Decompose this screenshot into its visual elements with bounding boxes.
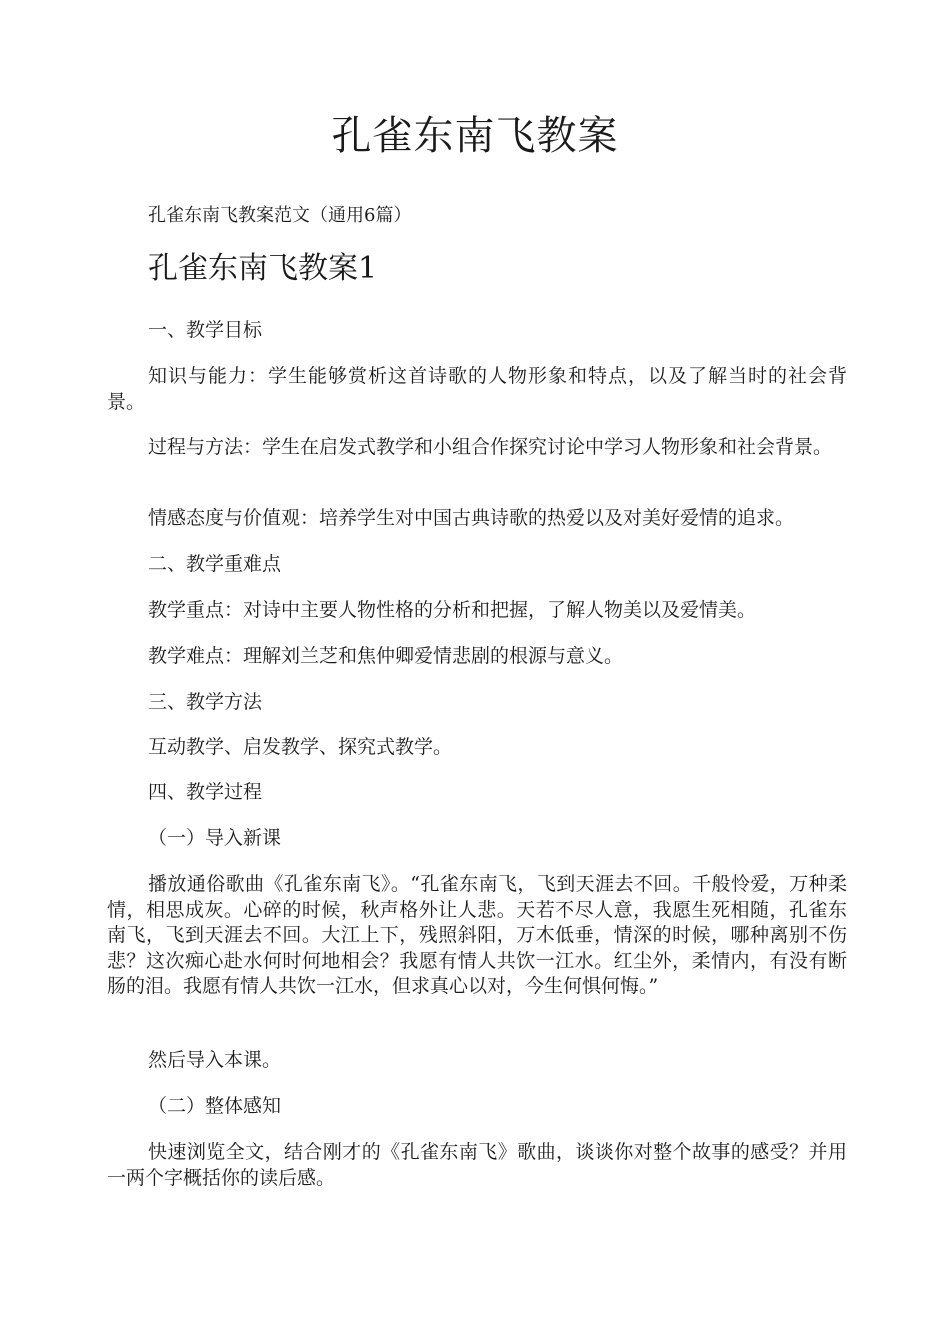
heading-teaching-methods: 三、教学方法 bbox=[148, 691, 263, 713]
heading-teaching-goals: 一、教学目标 bbox=[148, 319, 263, 341]
document-subtitle: 孔雀东南飞教案范文（通用6篇） bbox=[148, 205, 412, 226]
heading-key-difficult-points: 二、教学重难点 bbox=[148, 553, 282, 575]
heading-introduction: （一）导入新课 bbox=[148, 827, 282, 849]
paragraph-teaching-methods: 互动教学、启发教学、探究式教学。 bbox=[148, 736, 453, 758]
paragraph-emotion-values: 情感态度与价值观：培养学生对中国古典诗歌的热爱以及对美好爱情的追求。 bbox=[148, 507, 795, 529]
paragraph-browse-full-text: 快速浏览全文，结合刚才的《孔雀东南飞》歌曲，谈谈你对整个故事的感受？并用一两个字概括你的读后感。 bbox=[107, 1141, 847, 1189]
paragraph-process-method: 过程与方法：学生在启发式教学和小组合作探究讨论中学习人物形象和社会背景。 bbox=[148, 436, 833, 458]
section-heading: 孔雀东南飞教案1 bbox=[148, 251, 378, 286]
heading-teaching-process: 四、教学过程 bbox=[148, 781, 263, 803]
paragraph-song-lyrics: 播放通俗歌曲《孔雀东南飞》。“孔雀东南飞，飞到天涯去不回。千般怜爱，万种柔情，相思成灰。心碎的时候，秋声格外让人悲。天若不尽人意，我愿生死相随，孔雀东南飞，飞到天涯去不回。大江上下，残照斜阳，万木低垂，情深的时候，哪种离别不伤悲？这次痴心赴水何时何地相会？我愿有情人共饮一江水。红尘外，柔情内，有没有断肠的泪。我愿有情人共饮一江水，但求真心以对，今生何惧何悔。” bbox=[107, 873, 847, 997]
paragraph-key-points: 教学重点：对诗中主要人物性格的分析和把握，了解人物美以及爱情美。 bbox=[148, 599, 757, 621]
document-title: 孔雀东南飞教案 bbox=[331, 113, 619, 159]
heading-overall-perception: （二）整体感知 bbox=[148, 1095, 282, 1117]
paragraph-difficult-points: 教学难点：理解刘兰芝和焦仲卿爱情悲剧的根源与意义。 bbox=[148, 645, 624, 667]
paragraph-knowledge-ability: 知识与能力：学生能够赏析这首诗歌的人物形象和特点，以及了解当时的社会背景。 bbox=[107, 365, 847, 413]
paragraph-then-introduce: 然后导入本课。 bbox=[148, 1049, 282, 1071]
